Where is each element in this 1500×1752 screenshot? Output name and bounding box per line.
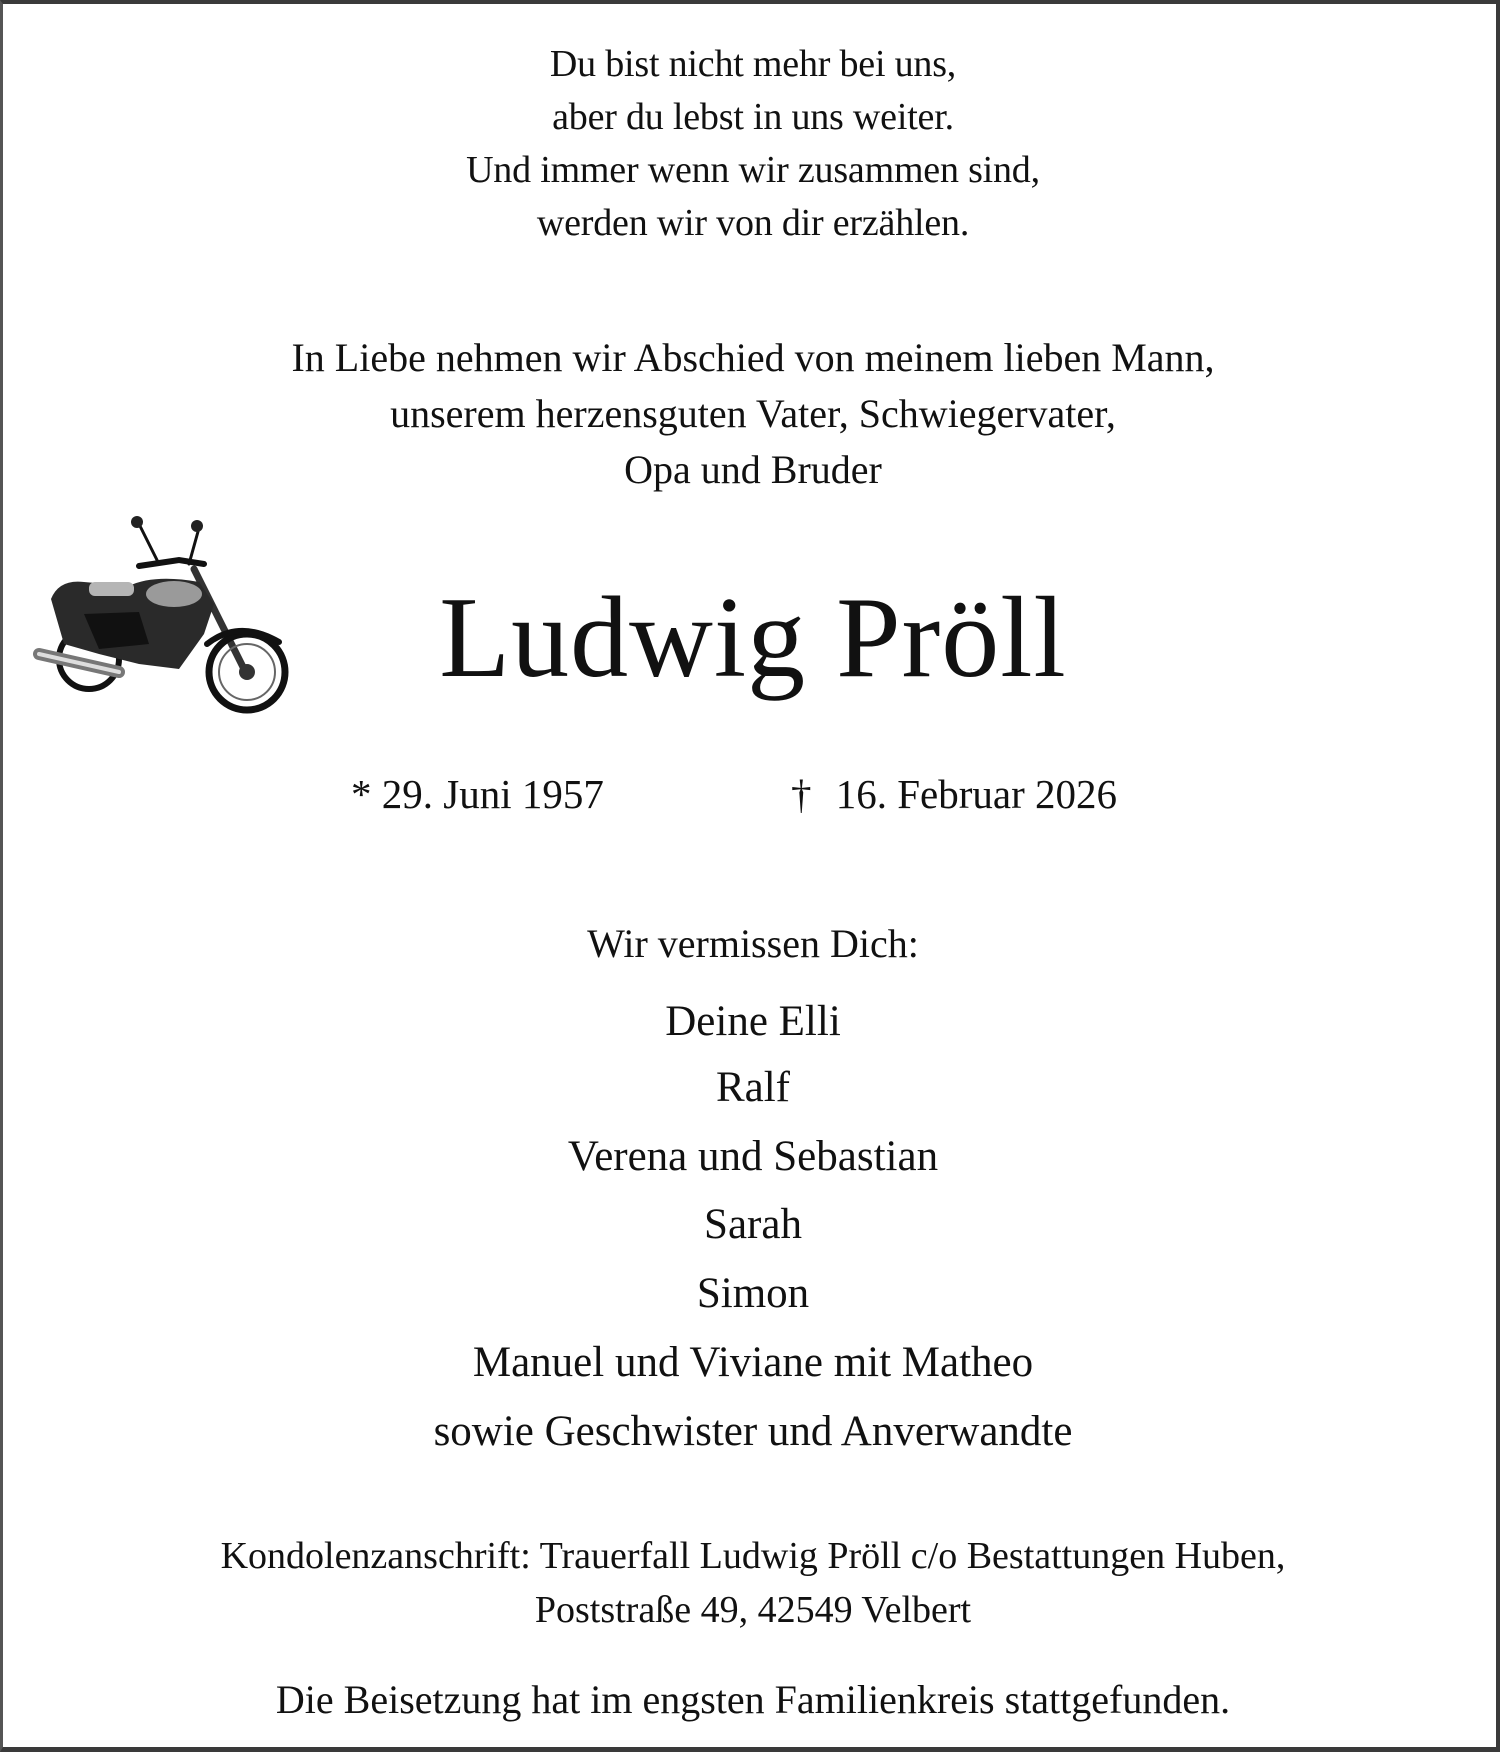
condolence-address-line1: Kondolenzanschrift: Trauerfall Ludwig Pröll c/o Bestattungen Huben, [220,1535,1286,1577]
death-date: 16. Februar 2026 [835,771,1118,817]
mourner-name: Verena und Sebastian [567,1133,939,1180]
intro-line: In Liebe nehmen wir Abschied von meinem lieben Mann, [291,335,1215,380]
birth-date: * 29. Juni 1957 [351,771,604,817]
mourner-name: sowie Geschwister und Anverwandte [433,1408,1073,1455]
intro-line: Opa und Bruder [624,447,882,492]
death-date-group [791,770,1117,818]
cross-icon: † [791,771,812,817]
mourner-name: Deine Elli [665,998,841,1045]
mourners-heading: Wir vermissen Dich: [587,921,919,966]
intro-line: unserem herzensguten Vater, Schwiegervater, [390,391,1116,436]
poem-line: Und immer wenn wir zusammen sind, [466,149,1040,191]
condolence-address-line2: Poststraße 49, 42549 Velbert [534,1589,972,1631]
burial-note: Die Beisetzung hat im engsten Familienkreis stattgefunden. [275,1677,1231,1722]
mourner-name: Ralf [715,1064,791,1111]
mourner-name: Simon [696,1270,810,1317]
poem-line: aber du lebst in uns weiter. [552,96,954,138]
mourner-name: Manuel und Viviane mit Matheo [472,1339,1034,1386]
poem-line: Du bist nicht mehr bei uns, [549,43,957,85]
deceased-name: Ludwig Pröll [439,574,1067,702]
mourner-name: Sarah [704,1201,802,1248]
poem-line: werden wir von dir erzählen. [536,202,970,244]
